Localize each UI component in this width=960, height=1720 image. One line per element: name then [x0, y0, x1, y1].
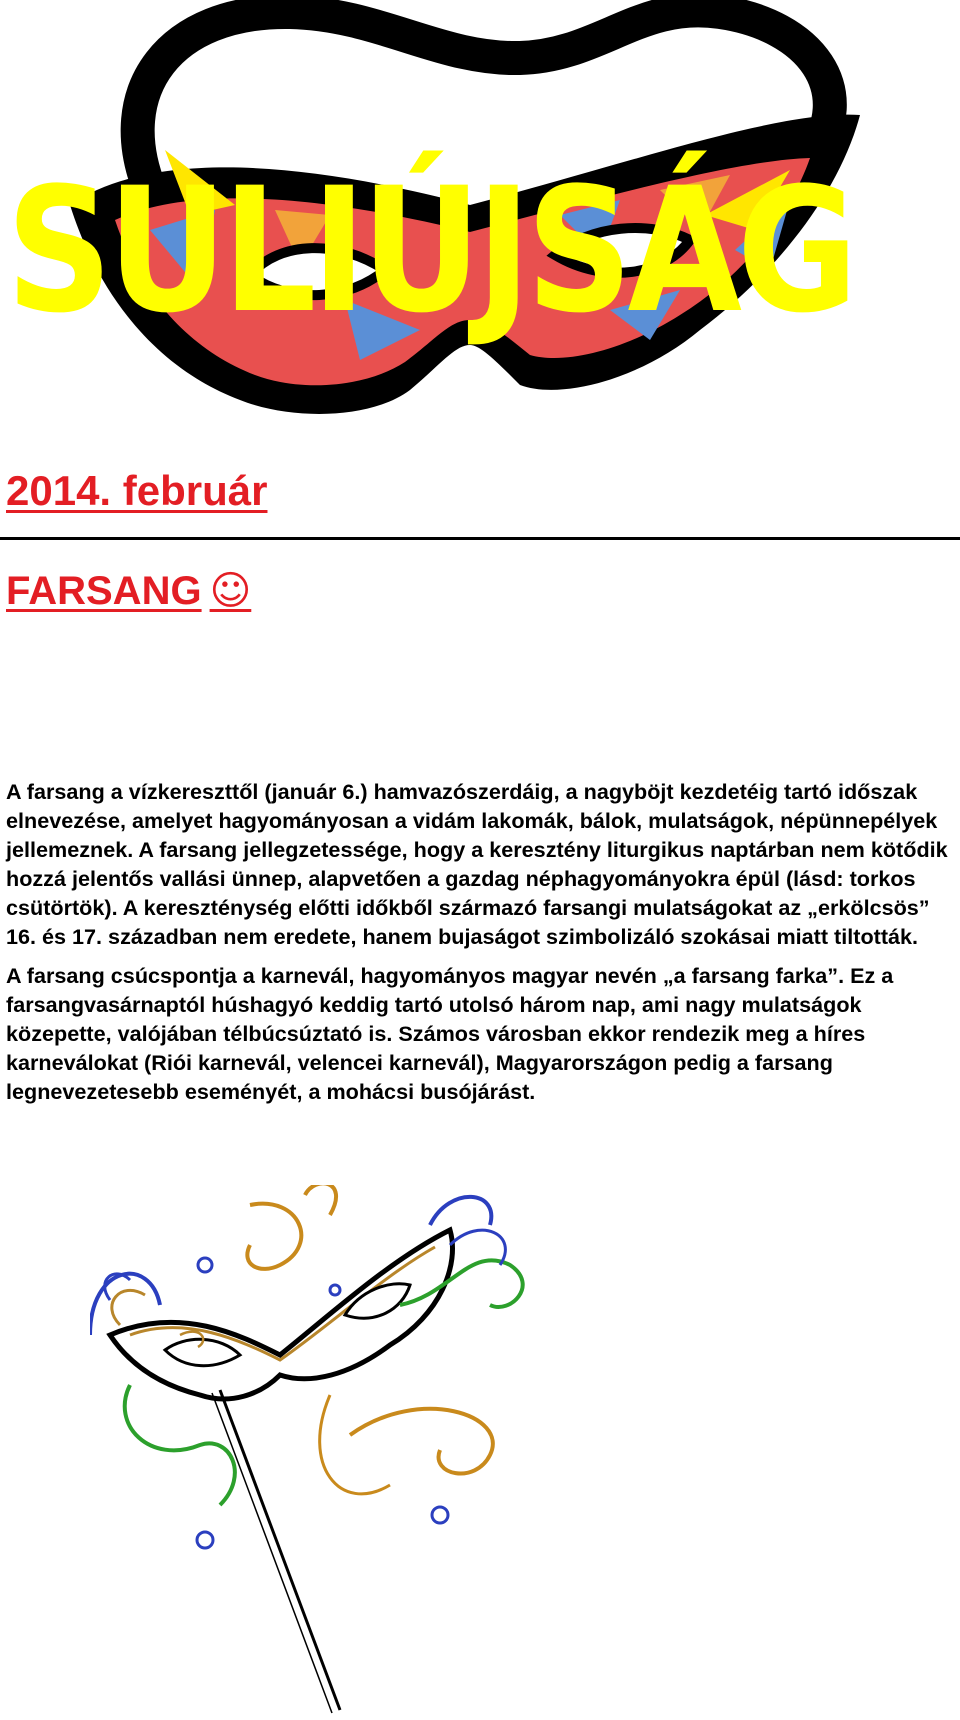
- section-title-text: FARSANG: [6, 569, 202, 613]
- masquerade-mask-illustration: [90, 1185, 570, 1715]
- article-paragraph: A farsang csúcspontja a karnevál, hagyományos magyar nevén „a farsang farka”. Ez a farsangvasárnaptól húshagyó keddig tartó utolsó három nap, ami nagy mulatságok közepette, valójában télbúcsúztató is. Számos városban ekkor rendezik meg a híres karneválokat (Riói karnevál, velencei karnevál), Magyarországon pedig a farsang legnevezetesebb eseményét, a mohácsi busójárást.: [6, 963, 894, 1104]
- section-title: [6, 568, 252, 614]
- smiley-icon: ☺: [209, 568, 252, 614]
- article-body: [6, 777, 954, 1116]
- divider-line: [0, 537, 960, 540]
- masquerade-mask-on-stick-icon: [90, 1185, 570, 1715]
- article-paragraph: A farsang a vízkereszttől (január 6.) hamvazószerdáig, a nagyböjt kezdetéig tartó időszak elnevezése, amelyet hagyományosan a vidám lakomák, bálok, mulatságok, népünnepélyek jellemeznek. A farsang jellegzetessége, hogy a keresztény liturgikus naptárban nem kötődik hozzá jelentős vallási ünnep, alapvetően a gazdag néphagyományokra épül (lásd: torkos csütörtök). A kereszténység előtti időkből származó farsangi mulatságokat az „erkölcsös” 16. és 17. században nem eredete, hanem bujaságot szimbolizáló szokásai miatt tiltották.: [6, 779, 948, 949]
- issue-date: 2014. február: [6, 467, 268, 514]
- masthead: [0, 0, 960, 440]
- masthead-title: SULIÚJSÁG: [6, 150, 854, 351]
